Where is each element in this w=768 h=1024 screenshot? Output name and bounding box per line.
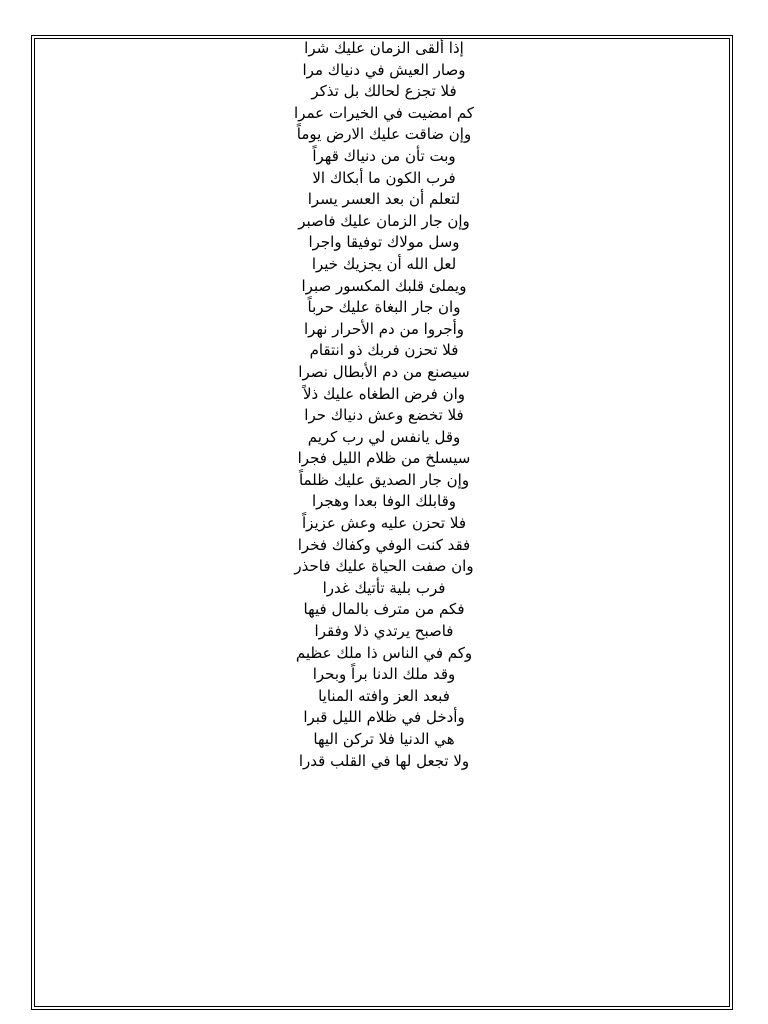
poem-line: إذا ألقى الزمان عليك شرا	[304, 39, 464, 57]
poem-line: وقابلك الوفا بعدا وهجرا	[311, 492, 457, 511]
poem-line: فلا تحزن عليه وعش عزيزاً	[302, 514, 466, 533]
poem-text	[35, 38, 733, 772]
poem-line: ويملئ قلبك المكسور صبرا	[301, 276, 467, 295]
poem-line: وكم في الناس ذا ملك عظيم	[295, 643, 473, 662]
poem-line: وإن جار الزمان عليك فاصبر	[298, 211, 470, 230]
poem-line: وإن ضاقت عليك الارض يوماً	[296, 125, 472, 144]
poem-line: فقد كنت الوفي وكفاك فخرا	[297, 535, 471, 554]
poem-line: ولا تجعل لها في القلب قدرا	[298, 751, 470, 770]
poem-line: لعل الله أن يجزيك خيرا	[311, 254, 457, 273]
poem-line: فرب الكون ما أبكاك الا	[312, 168, 456, 187]
poem-line: سيسلخ من ظلام الليل فجرا	[297, 449, 471, 468]
poem-line: وان صفت الحياة عليك فاحذر	[294, 557, 474, 576]
poem-line: وأدخل في ظلام الليل قبرا	[303, 708, 465, 727]
poem-line: فكم من مترف بالمال فيها	[303, 600, 465, 619]
poem-line: وقل يانفس لي رب كريم	[307, 427, 461, 446]
poem-line: فلا تجزع لحالك بل تذكر	[311, 82, 457, 101]
poem-line: فرب بلية تأتيك غدرا	[322, 578, 446, 597]
poem-line: لتعلم أن بعد العسر يسرا	[307, 190, 461, 209]
poem-line: وبت تأن من دنياك قهراً	[312, 146, 456, 165]
poem-line: وان فرض الطغاه عليك ذلاً	[302, 384, 466, 403]
poem-line: سيصنع من دم الأبطال نصرا	[298, 362, 470, 381]
poem-line: كم امضيت في الخيرات عمرا	[294, 103, 474, 122]
poem-line: وأجروا من دم الأحرار نهرا	[303, 319, 465, 338]
poem-line: وسل مولاك توفيقا واجرا	[308, 233, 460, 252]
poem-line: وقد ملك الدنا براً وبحرا	[312, 665, 456, 684]
poem-line: هي الدنيا فلا تركن اليها	[313, 730, 455, 748]
poem-line: وان جار البغاة عليك حرباً	[307, 298, 461, 317]
poem-line: فلا تخضع وعش دنياك حرا	[304, 406, 464, 425]
poem-line: وإن جار الصديق عليك ظلماً	[298, 470, 470, 489]
poem-line: وصار العيش في دنياك مرا	[302, 60, 466, 79]
poem-line: فبعد العز وافته المنايا	[318, 686, 450, 705]
poem-line: فاصبح يرتدي ذلا وفقرا	[314, 622, 454, 641]
poem-line: فلا تحزن فربك ذو انتقام	[309, 341, 459, 360]
